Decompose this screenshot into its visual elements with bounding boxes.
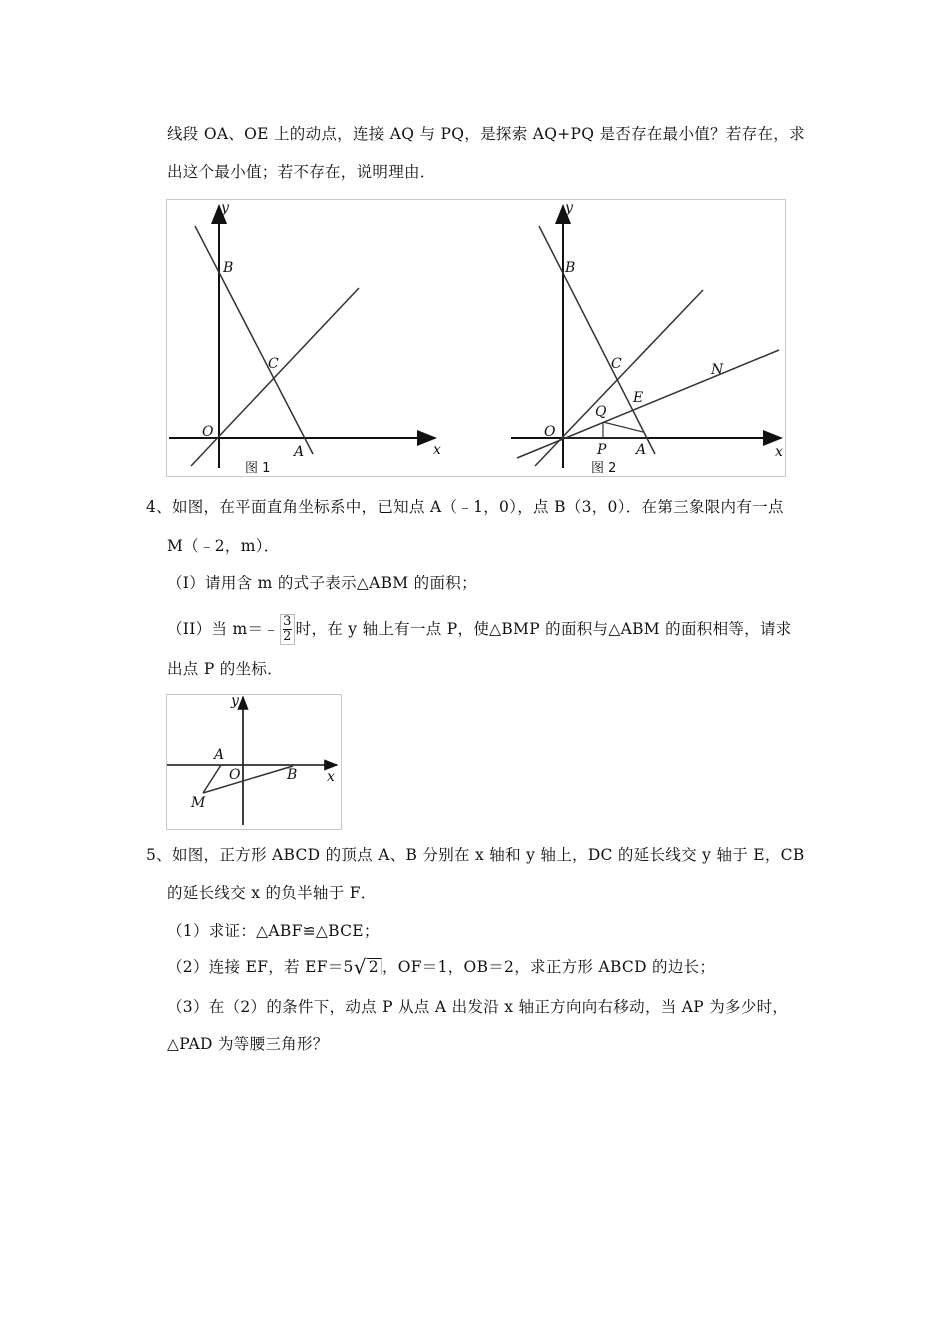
q4-fraction-denominator: 2: [283, 628, 292, 644]
q4-text-line-1: 4、如图，在平面直角坐标系中，已知点 A（﹣1，0），点 B（3，0）．在第三象限内有一点: [146, 498, 784, 516]
fig3-label-M: M: [191, 795, 206, 811]
fig3-label-B: B: [287, 767, 298, 783]
q5-text-line-1: 5、如图，正方形 ABCD 的顶点 A、B 分别在 x 轴和 y 轴上，DC 的延长线交 y 轴于 E，CB: [146, 846, 805, 864]
fig3-label-O: O: [229, 767, 241, 783]
fig2-label-P: P: [597, 442, 607, 458]
fig1-label-A: A: [294, 444, 305, 460]
fig2-label-A: A: [636, 442, 647, 458]
q4-part-1: （I）请用含 m 的式子表示△ABM 的面积；: [167, 574, 477, 592]
fig1-label-C: C: [268, 356, 279, 372]
fig1-label-O: O: [202, 424, 214, 440]
q4-text-last: 出点 P 的坐标．: [167, 660, 283, 678]
q4-text-line-2: M（﹣2，m）．: [167, 537, 280, 555]
fig2-caption: 图 2: [591, 461, 617, 476]
fig3-side-MB: [203, 766, 293, 793]
fig2-label-C: C: [611, 356, 622, 372]
fig1-label-B: B: [223, 260, 234, 276]
fig1-line-OC: [191, 288, 359, 466]
fig2-label-B: B: [565, 260, 576, 276]
fig2-label-x: x: [775, 444, 783, 460]
q3-text-line-1: 线段 OA、OE 上的动点，连接 AQ 与 PQ，是探索 AQ+PQ 是否存在最小值？若存在，求: [167, 125, 805, 143]
figure-1-2: [166, 199, 786, 477]
q5-sqrt-value: 2: [367, 958, 382, 975]
fig1-label-y: y: [221, 200, 229, 216]
q4-part-2-prefix: （II）当 m＝﹣: [167, 620, 280, 638]
q5-part-2: [167, 957, 715, 977]
fig2-label-N: N: [711, 362, 724, 378]
q4-part-2-suffix: 时，在 y 轴上有一点 P，使△BMP 的面积与△ABM 的面积相等，请求: [295, 620, 792, 638]
q5-part-1: （1）求证：△ABF≌△BCE；: [167, 922, 380, 940]
q5-part-3b: △PAD 为等腰三角形？: [167, 1035, 329, 1053]
q4-part-2: [167, 609, 792, 649]
figure-1: [169, 200, 441, 476]
q4-fraction-numerator: 3: [283, 613, 292, 629]
fig1-line-AB: [195, 226, 313, 454]
fig3-label-x: x: [327, 769, 335, 785]
fig1-caption: 图 1: [245, 461, 271, 476]
q5-part-3: （3）在（2）的条件下，动点 P 从点 A 出发沿 x 轴正方向向右移动，当 AP 为多少时，: [167, 998, 789, 1016]
fig2-label-O: O: [544, 424, 556, 440]
fig3-label-A: A: [214, 747, 225, 763]
q5-text-line-2: 的延长线交 x 的负半轴于 F．: [167, 884, 377, 902]
fig1-label-x: x: [433, 442, 441, 458]
q3-text-line-2: 出这个最小值；若不存在，说明理由．: [167, 163, 436, 181]
fig2-label-E: E: [633, 390, 644, 406]
fig2-segment-QA: [603, 422, 643, 432]
q4-fraction: [280, 614, 295, 645]
fig2-label-Q: Q: [595, 404, 607, 420]
fig3-label-y: y: [231, 695, 239, 709]
sqrt-icon: √: [353, 955, 367, 979]
q5-part-2-prefix: （2）连接 EF，若 EF＝5: [167, 958, 354, 976]
figure-2: [511, 200, 783, 476]
figure-3: [166, 694, 342, 830]
q5-part-2-suffix: ，OF＝1，OB＝2，求正方形 ABCD 的边长；: [381, 958, 716, 976]
fig2-label-y: y: [565, 200, 573, 216]
